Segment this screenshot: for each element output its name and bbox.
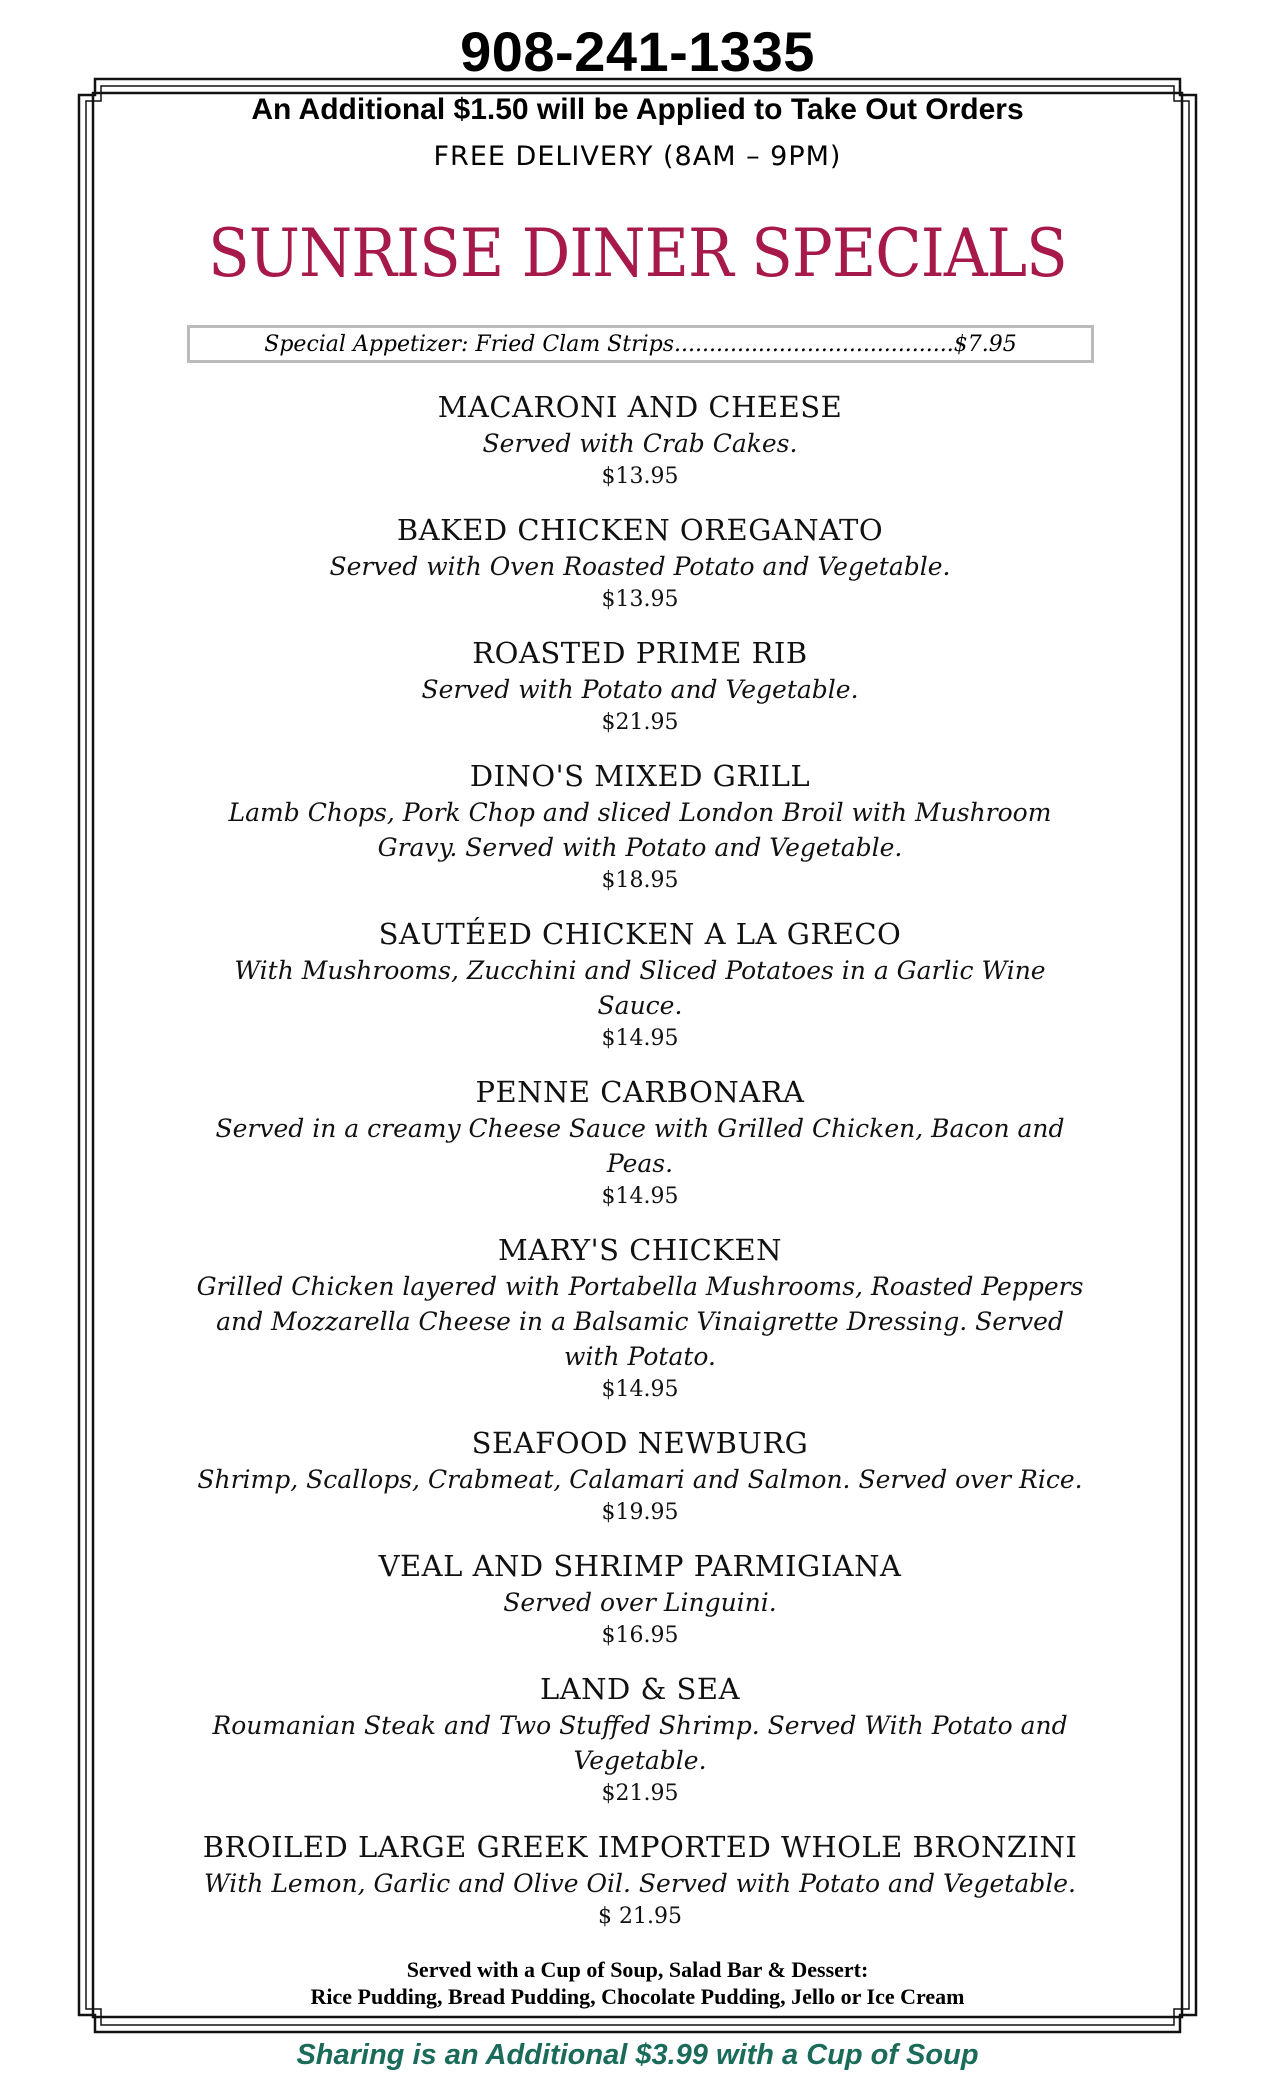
menu-item-name: BAKED CHICKEN OREGANATO bbox=[396, 513, 884, 547]
menu-item bbox=[190, 1073, 1090, 1213]
menu-item-price: $14.95 bbox=[601, 1026, 679, 1051]
menu-item bbox=[190, 757, 1090, 897]
menu-item-name: ROASTED PRIME RIB bbox=[472, 636, 808, 670]
menu-item-price: $18.95 bbox=[601, 868, 679, 893]
menu-item bbox=[190, 1670, 1090, 1810]
menu-item-price: $13.95 bbox=[601, 587, 679, 612]
menu-item-name: BROILED LARGE GREEK IMPORTED WHOLE BRONZINI bbox=[202, 1830, 1078, 1864]
menu-item-price: $16.95 bbox=[601, 1623, 679, 1648]
menu-item bbox=[190, 1231, 1090, 1406]
menu-item bbox=[190, 1828, 1090, 1933]
menu-item-description: Served over Linguini. bbox=[503, 1588, 777, 1617]
menu-item-description: Served in a creamy Cheese Sauce with Grilled Chicken, Bacon and Peas. bbox=[215, 1114, 1065, 1178]
menu-item-name: MARY'S CHICKEN bbox=[497, 1233, 783, 1267]
menu-item-price: $14.95 bbox=[601, 1184, 679, 1209]
menu-item bbox=[190, 511, 1090, 616]
menu-item bbox=[190, 1547, 1090, 1652]
delivery-notice: FREE DELIVERY (8AM – 9PM) bbox=[433, 141, 842, 172]
menu-item-name: SEAFOOD NEWBURG bbox=[471, 1426, 809, 1460]
menu-item-description: Grilled Chicken layered with Portabella Mushrooms, Roasted Peppers and Mozzarella Cheese in a Balsamic Vinaigrette Dressing. Served with Potato. bbox=[196, 1272, 1084, 1371]
menu-item-price: $19.95 bbox=[601, 1500, 679, 1525]
takeout-notice: An Additional $1.50 will be Applied to Take Out Orders bbox=[251, 93, 1024, 126]
menu-item-name: LAND & SEA bbox=[539, 1672, 741, 1706]
menu-item bbox=[190, 915, 1090, 1055]
menu-item-description: Lamb Chops, Pork Chop and sliced London Broil with Mushroom Gravy. Served with Potato and Vegetable. bbox=[228, 798, 1052, 862]
menu-item-description: With Mushrooms, Zucchini and Sliced Potatoes in a Garlic Wine Sauce. bbox=[234, 956, 1046, 1020]
menu-item-price: $21.95 bbox=[601, 710, 679, 735]
menu-item-name: SAUTÉED CHICKEN A LA GRECO bbox=[378, 917, 902, 951]
sharing-note: Sharing is an Additional $3.99 with a Cup of Soup bbox=[296, 2039, 979, 2071]
page-title: SUNRISE DINER SPECIALS bbox=[208, 215, 1067, 292]
served-with-line-2: Rice Pudding, Bread Pudding, Chocolate Pudding, Jello or Ice Cream bbox=[310, 1984, 965, 2009]
served-with-line-1: Served with a Cup of Soup, Salad Bar & Dessert: bbox=[406, 1957, 869, 1982]
menu-item-description: With Lemon, Garlic and Olive Oil. Served with Potato and Vegetable. bbox=[203, 1869, 1077, 1898]
menu-item-name: VEAL AND SHRIMP PARMIGIANA bbox=[378, 1549, 902, 1583]
specials-list bbox=[190, 388, 1090, 1951]
phone-number: 908-241-1335 bbox=[460, 20, 815, 83]
menu-item-name: DINO'S MIXED GRILL bbox=[469, 759, 811, 793]
menu-item bbox=[190, 388, 1090, 493]
menu-item-description: Served with Crab Cakes. bbox=[482, 429, 798, 458]
menu-item-name: PENNE CARBONARA bbox=[475, 1075, 805, 1109]
menu-item-price: $21.95 bbox=[601, 1781, 679, 1806]
special-appetizer-box bbox=[187, 325, 1094, 363]
menu-item-price: $ 21.95 bbox=[598, 1904, 682, 1929]
menu-item bbox=[190, 1424, 1090, 1529]
menu-item-price: $14.95 bbox=[601, 1377, 679, 1402]
menu-item-description: Served with Oven Roasted Potato and Vegetable. bbox=[329, 552, 951, 581]
menu-item-description: Roumanian Steak and Two Stuffed Shrimp. Served With Potato and Vegetable. bbox=[212, 1711, 1068, 1775]
menu-item-name: MACARONI AND CHEESE bbox=[437, 390, 843, 424]
menu-item bbox=[190, 634, 1090, 739]
served-with-note bbox=[0, 1956, 1275, 2010]
menu-item-description: Served with Potato and Vegetable. bbox=[421, 675, 859, 704]
menu-item-description: Shrimp, Scallops, Crabmeat, Calamari and Salmon. Served over Rice. bbox=[197, 1465, 1083, 1494]
special-appetizer-text: Special Appetizer: Fried Clam Strips........................................$7.95 bbox=[264, 331, 1017, 357]
menu-item-price: $13.95 bbox=[601, 464, 679, 489]
